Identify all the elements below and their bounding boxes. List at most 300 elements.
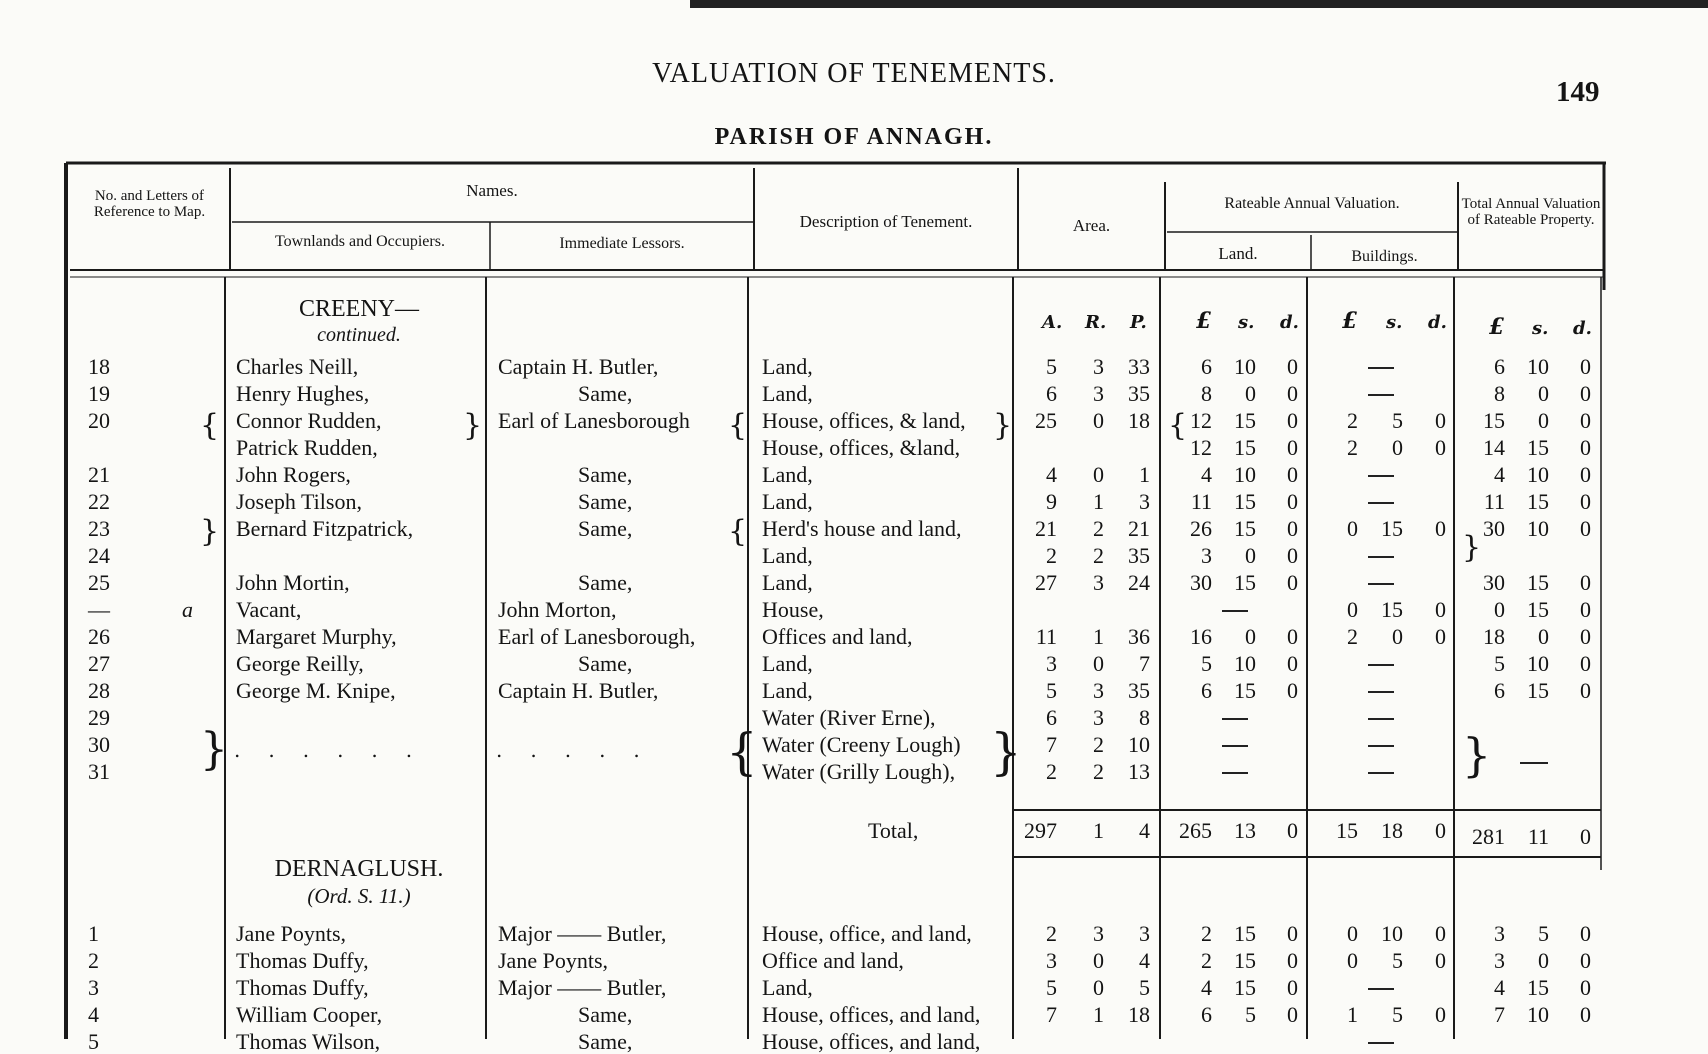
- land-value: 0: [1287, 381, 1298, 406]
- tenement-description: Land,: [762, 354, 813, 379]
- occupier-name: George Reilly,: [236, 651, 364, 676]
- occupier-name: Jane Poynts,: [236, 921, 346, 946]
- total-value: 15: [1527, 975, 1549, 1000]
- total-land: 0: [1287, 818, 1298, 843]
- unit-land-pence: d.: [1280, 312, 1299, 333]
- total-value: 0: [1580, 462, 1591, 487]
- land-value: 0: [1287, 624, 1298, 649]
- unit-tot-shillings: s.: [1532, 318, 1549, 339]
- nil-dash: [1368, 394, 1394, 396]
- lessor-name: Same,: [578, 489, 633, 514]
- area-value: 36: [1128, 624, 1150, 649]
- land-value: 8: [1201, 381, 1212, 406]
- total-value: 10: [1527, 651, 1549, 676]
- occupier-name: Joseph Tilson,: [236, 489, 362, 514]
- ref-number: 18: [88, 354, 110, 379]
- area-value: 7: [1139, 651, 1150, 676]
- area-value: 3: [1093, 354, 1104, 379]
- total-value: 15: [1527, 597, 1549, 622]
- area-value: 3: [1093, 381, 1104, 406]
- total-buildings: 18: [1381, 818, 1403, 843]
- land-value: 0: [1287, 516, 1298, 541]
- nil-dash: [1368, 502, 1394, 504]
- total-value: 0: [1538, 408, 1549, 433]
- buildings-value: 0: [1435, 435, 1446, 460]
- area-value: 9: [1046, 489, 1057, 514]
- land-value: 0: [1245, 543, 1256, 568]
- nil-dash: [1368, 718, 1394, 720]
- unit-perches: P.: [1130, 312, 1147, 333]
- area-value: 25: [1035, 408, 1057, 433]
- buildings-value: 5: [1392, 408, 1403, 433]
- ref-number: 1: [88, 921, 99, 946]
- nil-dash: [1368, 988, 1394, 990]
- land-value: 0: [1287, 678, 1298, 703]
- land-value: 15: [1234, 975, 1256, 1000]
- tenement-description: Water (Grilly Lough),: [762, 759, 956, 784]
- total-label: Total,: [868, 818, 919, 843]
- total-value: 3: [1494, 921, 1505, 946]
- total-value: 15: [1527, 570, 1549, 595]
- total-value: 0: [1580, 570, 1591, 595]
- buildings-value: 0: [1435, 597, 1446, 622]
- buildings-value: 10: [1381, 921, 1403, 946]
- tenement-description: House, office, and land,: [762, 921, 972, 946]
- land-value: 2: [1201, 948, 1212, 973]
- area-value: 7: [1046, 1002, 1057, 1027]
- occupier-name: Thomas Duffy,: [236, 948, 369, 973]
- tenement-description: House, offices, &land,: [762, 435, 961, 460]
- townland-note: continued.: [317, 324, 401, 346]
- land-value: 0: [1287, 948, 1298, 973]
- ref-number: 3: [88, 975, 99, 1000]
- total-value: 8: [1494, 381, 1505, 406]
- tenement-description: Land,: [762, 570, 813, 595]
- buildings-value: 0: [1435, 624, 1446, 649]
- header-lessors: Immediate Lessors.: [559, 235, 685, 252]
- unit-roods: R.: [1085, 312, 1107, 333]
- brace: }: [200, 514, 220, 549]
- buildings-value: 0: [1392, 435, 1403, 460]
- total-value: 0: [1580, 516, 1591, 541]
- unit-bld-pence: d.: [1428, 312, 1447, 333]
- total-value: 0: [1538, 948, 1549, 973]
- area-value: 35: [1128, 381, 1150, 406]
- tenement-description: House, offices, and land,: [762, 1029, 981, 1054]
- ref-number: 27: [88, 651, 110, 676]
- lessor-name: John Morton,: [498, 597, 617, 622]
- land-value: 10: [1234, 462, 1256, 487]
- area-value: 4: [1046, 462, 1057, 487]
- occupier-name: William Cooper,: [236, 1002, 383, 1027]
- total-value: 0: [1580, 354, 1591, 379]
- area-value: 0: [1093, 975, 1104, 1000]
- lessor-name: Captain H. Butler,: [498, 678, 659, 703]
- lessor-name: Earl of Lanesborough: [498, 408, 690, 433]
- ref-number: 29: [88, 705, 110, 730]
- land-value: 5: [1201, 651, 1212, 676]
- ref-number: 5: [88, 1029, 99, 1054]
- townland-heading: CREENY—: [299, 296, 419, 322]
- tenement-description: Water (Creeny Lough): [762, 732, 961, 757]
- land-value: 6: [1201, 354, 1212, 379]
- area-value: 24: [1128, 570, 1150, 595]
- lessor-name: Major —— Butler,: [498, 975, 667, 1000]
- brace: }: [993, 408, 1013, 443]
- dot-leader: ......: [234, 738, 441, 762]
- total-value: 0: [1580, 921, 1591, 946]
- buildings-value: 0: [1435, 921, 1446, 946]
- tenement-description: House, offices, & land,: [762, 408, 966, 433]
- land-value: 12: [1190, 435, 1212, 460]
- ref-number: 26: [88, 624, 110, 649]
- total-value: 15: [1527, 489, 1549, 514]
- total-value: 15: [1527, 678, 1549, 703]
- townland-note: (Ord. S. 11.): [307, 884, 411, 908]
- total-value: 0: [1580, 489, 1591, 514]
- header-land: Land.: [1218, 244, 1258, 263]
- page-title: VALUATION OF TENEMENTS.: [652, 58, 1056, 89]
- brace: }: [200, 724, 228, 775]
- nil-dash: [1368, 691, 1394, 693]
- occupier-name: Vacant,: [236, 597, 302, 622]
- lessor-name: Earl of Lanesborough,: [498, 624, 696, 649]
- area-value: 18: [1128, 408, 1150, 433]
- total-valuation: 11: [1527, 824, 1549, 849]
- land-value: 11: [1190, 489, 1212, 514]
- lessor-name: Captain H. Butler,: [498, 354, 659, 379]
- area-value: 0: [1093, 408, 1104, 433]
- brace: }: [463, 408, 483, 443]
- ref-number: —: [88, 597, 110, 622]
- lessor-name: Jane Poynts,: [498, 948, 608, 973]
- occupier-name: Charles Neill,: [236, 354, 359, 379]
- unit-tot-pounds: £: [1489, 314, 1505, 340]
- brace: {: [200, 408, 220, 443]
- total-value: 0: [1580, 597, 1591, 622]
- nil-dash: [1222, 610, 1248, 612]
- header-occupiers: Townlands and Occupiers.: [275, 233, 445, 250]
- area-value: 21: [1128, 516, 1150, 541]
- area-value: 7: [1046, 732, 1057, 757]
- ref-number: 28: [88, 678, 110, 703]
- occupier-name: John Mortin,: [236, 570, 350, 595]
- total-land: 265: [1179, 818, 1212, 843]
- buildings-value: 2: [1347, 624, 1358, 649]
- total-value: 4: [1494, 462, 1505, 487]
- ref-number: 23: [88, 516, 110, 541]
- total-land: 13: [1234, 818, 1256, 843]
- area-value: 1: [1093, 1002, 1104, 1027]
- land-value: 0: [1287, 921, 1298, 946]
- lessor-name: Major —— Butler,: [498, 921, 667, 946]
- total-value: 6: [1494, 678, 1505, 703]
- land-value: 16: [1190, 624, 1212, 649]
- unit-bld-pounds: £: [1342, 308, 1358, 334]
- buildings-value: 2: [1347, 408, 1358, 433]
- land-value: 6: [1201, 1002, 1212, 1027]
- total-value: 0: [1580, 435, 1591, 460]
- ref-letter: a: [182, 597, 193, 622]
- page-number: 149: [1556, 76, 1600, 108]
- area-value: 5: [1046, 354, 1057, 379]
- land-value: 10: [1234, 651, 1256, 676]
- total-area: 1: [1093, 818, 1104, 843]
- buildings-value: 0: [1435, 1002, 1446, 1027]
- total-value: 10: [1527, 516, 1549, 541]
- land-value: 0: [1287, 435, 1298, 460]
- ref-number: 22: [88, 489, 110, 514]
- land-value: 0: [1287, 651, 1298, 676]
- tenement-description: Office and land,: [762, 948, 904, 973]
- area-value: 3: [1046, 651, 1057, 676]
- area-value: 35: [1128, 543, 1150, 568]
- buildings-value: 15: [1381, 516, 1403, 541]
- header-buildings: Buildings.: [1351, 248, 1418, 265]
- tenement-description: Land,: [762, 489, 813, 514]
- total-value: 5: [1538, 921, 1549, 946]
- area-value: 3: [1046, 948, 1057, 973]
- area-value: 10: [1128, 732, 1150, 757]
- land-value: 15: [1234, 489, 1256, 514]
- occupier-name: Bernard Fitzpatrick,: [236, 516, 414, 541]
- occupier-name: John Rogers,: [236, 462, 351, 487]
- area-value: 3: [1139, 921, 1150, 946]
- area-value: 33: [1128, 354, 1150, 379]
- land-value: 4: [1201, 975, 1212, 1000]
- area-value: 0: [1093, 651, 1104, 676]
- buildings-value: 0: [1347, 597, 1358, 622]
- occupier-name: Connor Rudden,: [236, 408, 382, 433]
- area-value: 2: [1093, 543, 1104, 568]
- ref-number: 19: [88, 381, 110, 406]
- nil-dash: [1368, 475, 1394, 477]
- land-value: 12: [1190, 408, 1212, 433]
- land-value: 0: [1245, 381, 1256, 406]
- total-value: 11: [1483, 489, 1505, 514]
- area-value: 0: [1093, 948, 1104, 973]
- total-valuation: 0: [1580, 824, 1591, 849]
- total-value: 0: [1538, 624, 1549, 649]
- buildings-value: 0: [1435, 408, 1446, 433]
- tenement-description: Land,: [762, 462, 813, 487]
- lessor-name: Same,: [578, 381, 633, 406]
- brace: {: [726, 723, 758, 781]
- lessor-name: Same,: [578, 462, 633, 487]
- total-value: 15: [1527, 435, 1549, 460]
- ref-number: 21: [88, 462, 110, 487]
- land-value: 30: [1190, 570, 1212, 595]
- area-value: 2: [1046, 921, 1057, 946]
- area-value: 5: [1139, 975, 1150, 1000]
- total-area: 4: [1139, 818, 1150, 843]
- townland-heading: DERNAGLUSH.: [274, 856, 444, 882]
- nil-dash: [1368, 556, 1394, 558]
- total-valuation: 281: [1472, 824, 1505, 849]
- land-value: 0: [1287, 543, 1298, 568]
- land-value: 0: [1287, 462, 1298, 487]
- brace: {: [728, 514, 748, 549]
- area-value: 8: [1139, 705, 1150, 730]
- area-value: 1: [1093, 624, 1104, 649]
- area-value: 6: [1046, 381, 1057, 406]
- lessor-name: Same,: [578, 570, 633, 595]
- total-value: 0: [1580, 948, 1591, 973]
- ref-number: 25: [88, 570, 110, 595]
- tenement-description: Water (River Erne),: [762, 705, 936, 730]
- total-value: 10: [1527, 1002, 1549, 1027]
- unit-land-pounds: £: [1196, 308, 1212, 334]
- brace: {: [728, 408, 748, 443]
- nil-dash: [1368, 772, 1394, 774]
- area-value: 11: [1035, 624, 1057, 649]
- nil-dash: [1368, 583, 1394, 585]
- tenement-description: Land,: [762, 543, 813, 568]
- header-rateable: Rateable Annual Valuation.: [1224, 195, 1400, 212]
- total-value: 6: [1494, 354, 1505, 379]
- land-value: 15: [1234, 516, 1256, 541]
- header-ref: No. and Letters of Reference to Map.: [93, 188, 206, 220]
- ref-number: 24: [88, 543, 110, 568]
- land-value: 0: [1287, 408, 1298, 433]
- brace: }: [990, 723, 1022, 781]
- brace: }: [1462, 728, 1492, 782]
- brace: {: [1168, 408, 1188, 443]
- land-value: 15: [1234, 570, 1256, 595]
- header-description: Description of Tenement.: [799, 212, 973, 231]
- nil-dash: [1368, 745, 1394, 747]
- tenement-description: Herd's house and land,: [762, 516, 962, 541]
- total-value: 0: [1580, 651, 1591, 676]
- area-value: 3: [1093, 705, 1104, 730]
- area-value: 2: [1093, 516, 1104, 541]
- buildings-value: 0: [1347, 921, 1358, 946]
- total-value: 0: [1538, 381, 1549, 406]
- land-value: 6: [1201, 678, 1212, 703]
- land-value: 15: [1234, 948, 1256, 973]
- nil-dash: [1368, 664, 1394, 666]
- total-value: 0: [1580, 975, 1591, 1000]
- nil-dash: [1368, 367, 1394, 369]
- ref-number: 4: [88, 1002, 99, 1027]
- dot-leader: .....: [496, 738, 668, 762]
- area-value: 21: [1035, 516, 1057, 541]
- nil-dash: [1222, 745, 1248, 747]
- nil-dash: [1222, 718, 1248, 720]
- land-value: 0: [1287, 1002, 1298, 1027]
- area-value: 3: [1093, 921, 1104, 946]
- land-value: 15: [1234, 921, 1256, 946]
- total-value: 3: [1494, 948, 1505, 973]
- total-buildings: 15: [1336, 818, 1358, 843]
- occupier-name: Margaret Murphy,: [236, 624, 397, 649]
- area-value: 3: [1093, 678, 1104, 703]
- buildings-value: 15: [1381, 597, 1403, 622]
- header-total: Total Annual Valuation of Rateable Property.: [1461, 196, 1601, 228]
- land-value: 3: [1201, 543, 1212, 568]
- total-value: 10: [1527, 462, 1549, 487]
- unit-bld-shillings: s.: [1386, 312, 1403, 333]
- land-value: 0: [1287, 570, 1298, 595]
- unit-land-shillings: s.: [1238, 312, 1255, 333]
- header-names: Names.: [466, 181, 518, 200]
- land-value: 15: [1234, 408, 1256, 433]
- total-value: 0: [1580, 381, 1591, 406]
- ref-number: 20: [88, 408, 110, 433]
- area-value: 18: [1128, 1002, 1150, 1027]
- buildings-value: 5: [1392, 1002, 1403, 1027]
- buildings-value: 5: [1392, 948, 1403, 973]
- occupier-name: Henry Hughes,: [236, 381, 370, 406]
- area-value: 3: [1139, 489, 1150, 514]
- area-value: 2: [1046, 759, 1057, 784]
- land-value: 0: [1287, 489, 1298, 514]
- buildings-value: 0: [1347, 516, 1358, 541]
- occupier-name: Thomas Duffy,: [236, 975, 369, 1000]
- ref-number: 2: [88, 948, 99, 973]
- occupier-name: Thomas Wilson,: [236, 1029, 381, 1054]
- tenement-description: Land,: [762, 381, 813, 406]
- tenement-description: Land,: [762, 651, 813, 676]
- lessor-name: Same,: [578, 651, 633, 676]
- total-value: 0: [1494, 597, 1505, 622]
- area-value: 5: [1046, 975, 1057, 1000]
- total-value: 30: [1483, 570, 1505, 595]
- nil-dash: [1368, 1042, 1394, 1044]
- total-value: 18: [1483, 624, 1505, 649]
- tenement-description: Land,: [762, 975, 813, 1000]
- ref-number: 30: [88, 732, 110, 757]
- total-value: 14: [1483, 435, 1505, 460]
- total-value: 5: [1494, 651, 1505, 676]
- land-value: 5: [1245, 1002, 1256, 1027]
- total-value: 10: [1527, 354, 1549, 379]
- total-value: 0: [1580, 408, 1591, 433]
- tenement-description: House,: [762, 597, 824, 622]
- total-value: 7: [1494, 1002, 1505, 1027]
- brace: }: [1462, 530, 1482, 565]
- nil-dash: [1222, 772, 1248, 774]
- area-value: 13: [1128, 759, 1150, 784]
- total-buildings: 0: [1435, 818, 1446, 843]
- area-value: 6: [1046, 705, 1057, 730]
- parish-heading: PARISH OF ANNAGH.: [714, 124, 994, 150]
- land-value: 10: [1234, 354, 1256, 379]
- tenement-description: Land,: [762, 678, 813, 703]
- area-value: 0: [1093, 462, 1104, 487]
- land-value: 0: [1287, 354, 1298, 379]
- ref-number: 31: [88, 759, 110, 784]
- area-value: 2: [1093, 732, 1104, 757]
- tenement-description: Offices and land,: [762, 624, 913, 649]
- occupier-name: George M. Knipe,: [236, 678, 396, 703]
- total-area: 297: [1024, 818, 1057, 843]
- area-value: 1: [1093, 489, 1104, 514]
- total-value: 4: [1494, 975, 1505, 1000]
- area-value: 35: [1128, 678, 1150, 703]
- land-value: 15: [1234, 435, 1256, 460]
- land-value: 15: [1234, 678, 1256, 703]
- lessor-name: Same,: [578, 516, 633, 541]
- buildings-value: 0: [1347, 948, 1358, 973]
- unit-tot-pence: d.: [1573, 318, 1592, 339]
- land-value: 0: [1287, 975, 1298, 1000]
- unit-acres: A.: [1042, 312, 1063, 333]
- area-value: 2: [1046, 543, 1057, 568]
- total-value: 0: [1580, 624, 1591, 649]
- area-value: 3: [1093, 570, 1104, 595]
- header-area: Area.: [1072, 216, 1111, 235]
